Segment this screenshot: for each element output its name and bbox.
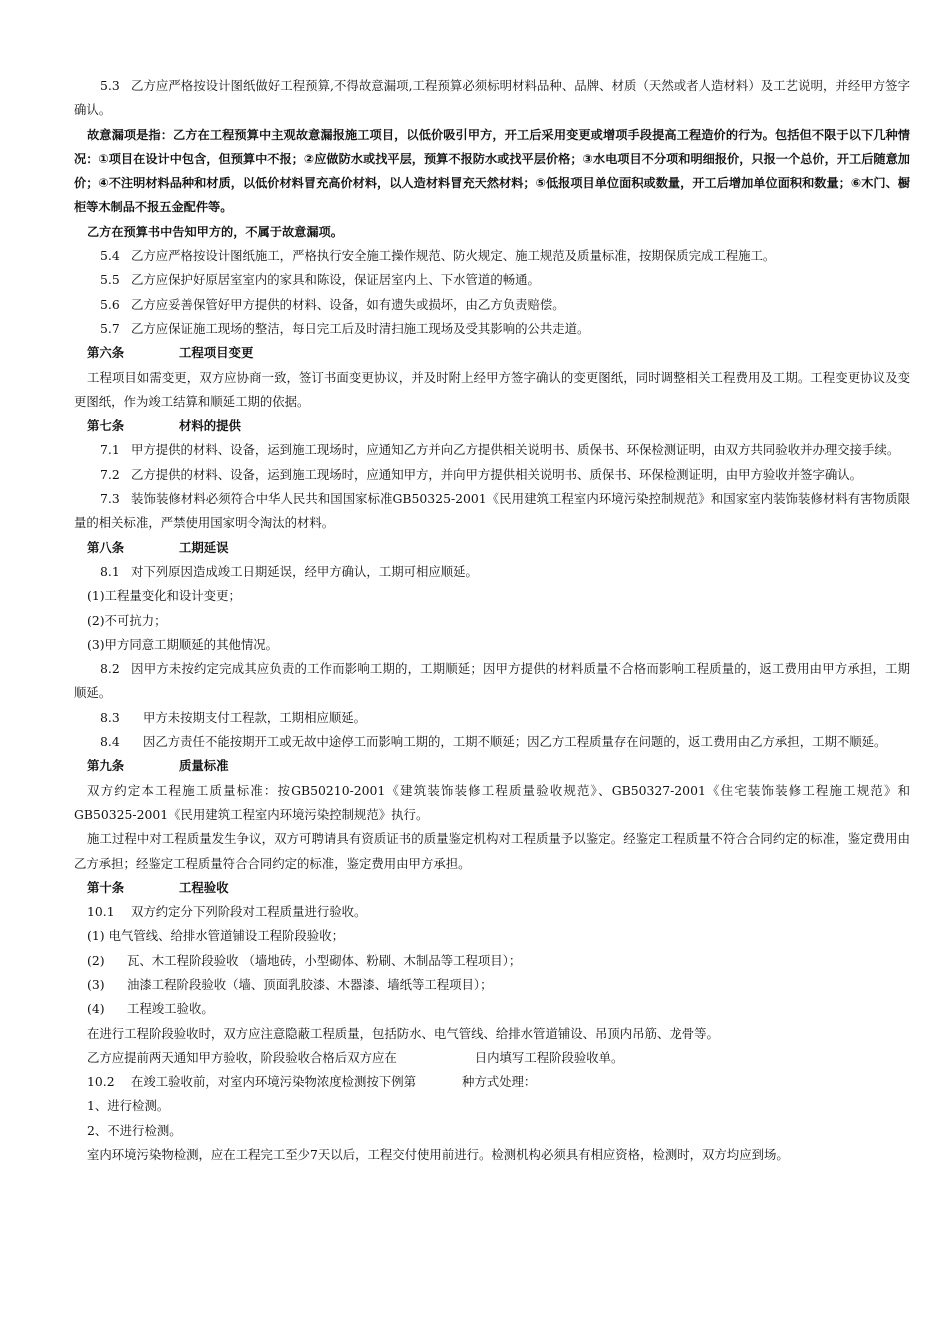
clause-text-after-blank: 种方式处理： xyxy=(461,1074,537,1090)
clause-number: 5.5 xyxy=(100,272,120,288)
clause-text: 乙方应严格按设计图纸做好工程预算,不得故意漏项,工程预算必须标明材料品种、品牌、材质（天然或者人造材料）及工艺说明，并经甲方签字确认。 xyxy=(74,78,910,118)
article-6-heading xyxy=(74,341,910,365)
clause-10-2 xyxy=(74,1070,910,1094)
clause-text: 乙方应保证施工现场的整洁，每日完工后及时清扫施工现场及受其影响的公共走道。 xyxy=(131,320,590,336)
item-text: 电气管线、给排水管道铺设工程阶段验收； xyxy=(108,928,344,944)
article-title: 材料的提供 xyxy=(179,418,241,434)
clause-10-1-item xyxy=(74,997,910,1021)
clause-8-4 xyxy=(74,730,910,754)
article-7-heading xyxy=(74,414,910,438)
clause-8-1-item: (1)工程量变化和设计变更； xyxy=(87,588,241,604)
clause-10-1-item xyxy=(74,973,910,997)
clause-5-5 xyxy=(74,268,910,292)
clause-text: 甲方提供的材料、设备，运到施工现场时，应通知乙方并向乙方提供相关说明书、质保书、环保检测证明，由双方共同验收并办理交接手续。 xyxy=(131,442,900,458)
article-number: 第九条 xyxy=(87,758,125,774)
clause-8-1-item: (2)不可抗力； xyxy=(87,612,167,628)
clause-7-1 xyxy=(74,438,910,462)
clause-7-2 xyxy=(74,463,910,487)
hidden-works-note: 在进行工程阶段验收时，双方应注意隐蔽工程质量，包括防水、电气管线、给排水管道铺设、吊顶内吊筋、龙骨等。 xyxy=(87,1025,719,1041)
notice-text-before-blank: 乙方应提前两天通知甲方验收，阶段验收合格后双方应在 xyxy=(87,1049,397,1065)
clause-8-1-item: (3)甲方同意工期顺延的其他情况。 xyxy=(87,636,279,652)
clause-text: 乙方提供的材料、设备，运到施工现场时，应通知甲方，并向甲方提供相关说明书、质保书、环保检测证明，由甲方验收并签字确认。 xyxy=(131,466,863,482)
clause-number: 7.1 xyxy=(100,442,120,458)
item-number: (1) xyxy=(87,928,105,944)
notice-text-after-blank: 日内填写工程阶段验收单。 xyxy=(474,1049,624,1065)
article-8-heading xyxy=(74,536,910,560)
clause-5-3 xyxy=(74,74,910,123)
clause-text: 双方约定分下列阶段对工程质量进行验收。 xyxy=(131,904,367,920)
article-number: 第八条 xyxy=(87,539,125,555)
article-9-text: 施工过程中对工程质量发生争议，双方可聘请具有资质证书的质量鉴定机构对工程质量予以鉴定。经鉴定工程质量不符合合同约定的标准，鉴定费用由乙方承担；经鉴定工程质量符合合同约定的标准，鉴定费用由甲方承担。 xyxy=(74,831,910,871)
item-number: (3) xyxy=(87,976,105,992)
article-number: 第七条 xyxy=(87,418,125,434)
clause-8-2 xyxy=(74,657,910,706)
article-title: 工期延误 xyxy=(179,539,229,555)
clause-8-1 xyxy=(74,560,910,584)
clause-number: 8.3 xyxy=(100,709,120,725)
clause-5-7 xyxy=(74,317,910,341)
clause-number: 10.1 xyxy=(87,904,115,920)
clause-number: 5.3 xyxy=(100,78,120,93)
item-text: 工程竣工验收。 xyxy=(127,1001,214,1017)
omission-definition: 故意漏项是指：乙方在工程预算中主观故意漏报施工项目，以低价吸引甲方，开工后采用变更或增项手段提高工程造价的行为。包括但不限于以下几种情况：①项目在设计中包含，但预算中不报；②应做防水或找平层，预算不报防水或找平层价格；③水电项目不分项和明细报价，只报一个总价，开工后随意加价；④不注明材料品种和材质，以低价材料冒充高价材料，以人造材料冒充天然材料；⑤低报项目单位面积或数量，开工后增加单位面积和数量；⑥木门、橱柜等木制品不报五金配件等。 xyxy=(74,127,910,215)
article-9-text: 双方约定本工程施工质量标准：按GB50210-2001《建筑装饰装修工程质量验收规范》、GB50327-2001《住宅装饰装修工程施工规范》和GB50325-2001《民用建筑工程室内环境污染控制规范》执行。 xyxy=(74,782,910,822)
item-number: (2) xyxy=(87,952,105,968)
clause-number: 7.3 xyxy=(100,491,120,507)
clause-10-1-item xyxy=(74,949,910,973)
clause-text: 乙方应妥善保管好甲方提供的材料、设备，如有遗失或损坏，由乙方负责赔偿。 xyxy=(131,296,565,312)
clause-text: 乙方应严格按设计图纸施工，严格执行安全施工操作规范、防火规定、施工规范及质量标准，按期保质完成工程施工。 xyxy=(131,248,776,264)
clause-10-2-option: 2、不进行检测。 xyxy=(87,1122,182,1138)
item-text: 油漆工程阶段验收（墙、顶面乳胶漆、木器漆、墙纸等工程项目）； xyxy=(127,976,493,992)
article-title: 质量标准 xyxy=(179,758,229,774)
article-title: 工程验收 xyxy=(179,879,229,895)
clause-text: 装饰装修材料必须符合中华人民共和国国家标准GB50325-2001《民用建筑工程室内环境污染控制规范》和国家室内装饰装修材料有害物质限量的相关标准，严禁使用国家明令淘汰的材料。 xyxy=(74,491,910,531)
clause-number: 8.1 xyxy=(100,563,120,579)
article-6-text: 工程项目如需变更，双方应协商一致，签订书面变更协议，并及时附上经甲方签字确认的变更图纸，同时调整相关工程费用及工期。工程变更协议及变更图纸，作为竣工结算和顺延工期的依据。 xyxy=(74,369,910,409)
article-number: 第十条 xyxy=(87,879,125,895)
clause-text-before-blank: 在竣工验收前，对室内环境污染物浓度检测按下例第 xyxy=(131,1074,416,1090)
clause-5-4 xyxy=(74,244,910,268)
clause-number: 8.2 xyxy=(100,661,120,677)
clause-number: 7.2 xyxy=(100,466,120,482)
clause-5-6 xyxy=(74,293,910,317)
clause-10-2-option: 1、进行检测。 xyxy=(87,1098,170,1114)
clause-number: 10.2 xyxy=(87,1074,115,1090)
clause-number: 5.4 xyxy=(100,248,120,264)
item-text: 瓦、木工程阶段验收 （墙地砖，小型砌体、粉刷、木制品等工程项目）； xyxy=(127,952,522,968)
clause-text: 因甲方未按约定完成其应负责的工作而影响工期的，工期顺延；因甲方提供的材料质量不合格而影响工程质量的，返工费用由甲方承担，工期顺延。 xyxy=(74,661,910,701)
clause-text: 对下列原因造成竣工日期延误，经甲方确认，工期可相应顺延。 xyxy=(131,563,478,579)
environment-testing-note: 室内环境污染物检测，应在工程完工至少7天以后，工程交付使用前进行。检测机构必须具有相应资格，检测时，双方均应到场。 xyxy=(87,1147,789,1163)
clause-text: 因乙方责任不能按期开工或无故中途停工而影响工期的，工期不顺延；因乙方工程质量存在问题的，返工费用由乙方承担，工期不顺延。 xyxy=(143,734,887,750)
clause-7-3 xyxy=(74,487,910,536)
article-number: 第六条 xyxy=(87,345,125,361)
item-number: (4) xyxy=(87,1001,105,1017)
stage-acceptance-notice xyxy=(74,1046,910,1070)
omission-exception: 乙方在预算书中告知甲方的，不属于故意漏项。 xyxy=(87,224,343,239)
article-9-heading xyxy=(74,754,910,778)
clause-number: 5.6 xyxy=(100,296,120,312)
clause-10-1 xyxy=(74,900,910,924)
clause-number: 8.4 xyxy=(100,734,120,750)
clause-text: 乙方应保护好原居室室内的家具和陈设，保证居室内上、下水管道的畅通。 xyxy=(131,272,540,288)
article-10-heading xyxy=(74,876,910,900)
clause-number: 5.7 xyxy=(100,320,120,336)
article-title: 工程项目变更 xyxy=(179,345,254,361)
clause-10-1-item xyxy=(74,924,910,948)
clause-8-3 xyxy=(74,706,910,730)
clause-text: 甲方未按期支付工程款，工期相应顺延。 xyxy=(143,709,367,725)
